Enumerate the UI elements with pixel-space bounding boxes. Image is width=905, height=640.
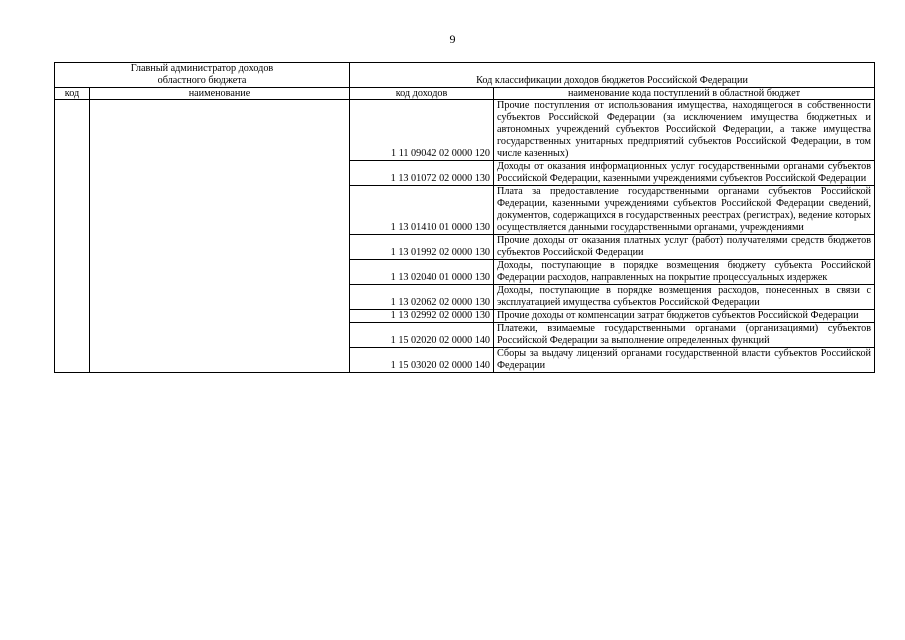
col-name-header: наименование [90,88,350,100]
income-code: 1 15 02020 02 0000 140 [350,323,494,348]
income-code: 1 15 03020 02 0000 140 [350,348,494,373]
income-code: 1 13 02062 02 0000 130 [350,285,494,310]
income-code: 1 13 02992 02 0000 130 [350,310,494,323]
page-number: 9 [449,32,456,46]
income-name: Доходы, поступающие в порядке возмещения бюджету субъекта Российской Федерации расходов, направленных на покрытие процессуальных издержек [494,260,875,285]
col-income-name-header: наименование кода поступлений в областной бюджет [494,88,875,100]
table-row [55,100,875,161]
income-name: Прочие доходы от оказания платных услуг (работ) получателями средств бюджетов субъектов Российской Федерации [494,235,875,260]
income-name: Сборы за выдачу лицензий органами государственной власти субъектов Российской Федерации [494,348,875,373]
income-name: Плата за предоставление государственными органами субъектов Российской Федерации, казенными учреждениями субъектов Российской Федерации сведений, документов, содержащихся в государственных реестрах (регистрах), ведение которых осуществляется данными государственными органами, учреждениями [494,186,875,235]
income-name: Прочие поступления от использования имущества, находящегося в собственности субъектов Российской Федерации (за исключением имущества бюджетных и автономных учреждений субъектов Российской Федерации, а также имущества государственных унитарных предприятий субъектов Российской Федерации, в том числе казенных) [494,100,875,161]
admin-code-cell [55,100,90,373]
income-name: Доходы от оказания информационных услуг государственными органами субъектов Российской Федерации, казенными учреждениями субъектов Российской Федерации [494,161,875,186]
col-code-header: код [55,88,90,100]
admin-header [55,63,350,88]
income-name: Платежи, взимаемые государственными органами (организациями) субъектов Российской Федерации за выполнение определенных функций [494,323,875,348]
income-classification-table [54,62,875,373]
income-code: 1 13 02040 01 0000 130 [350,260,494,285]
admin-name-cell [90,100,350,373]
income-code: 1 11 09042 02 0000 120 [350,100,494,161]
income-code: 1 13 01410 01 0000 130 [350,186,494,235]
admin-header-label: Главный администратор доходов областного бюджета [130,63,274,86]
income-name: Прочие доходы от компенсации затрат бюджетов субъектов Российской Федерации [494,310,875,323]
income-name: Доходы, поступающие в порядке возмещения расходов, понесенных в связи с эксплуатацией имущества субъектов Российской Федерации [494,285,875,310]
income-code: 1 13 01992 02 0000 130 [350,235,494,260]
income-code: 1 13 01072 02 0000 130 [350,161,494,186]
classification-header: Код классификации доходов бюджетов Российской Федерации [350,63,875,88]
col-income-code-header: код доходов [350,88,494,100]
